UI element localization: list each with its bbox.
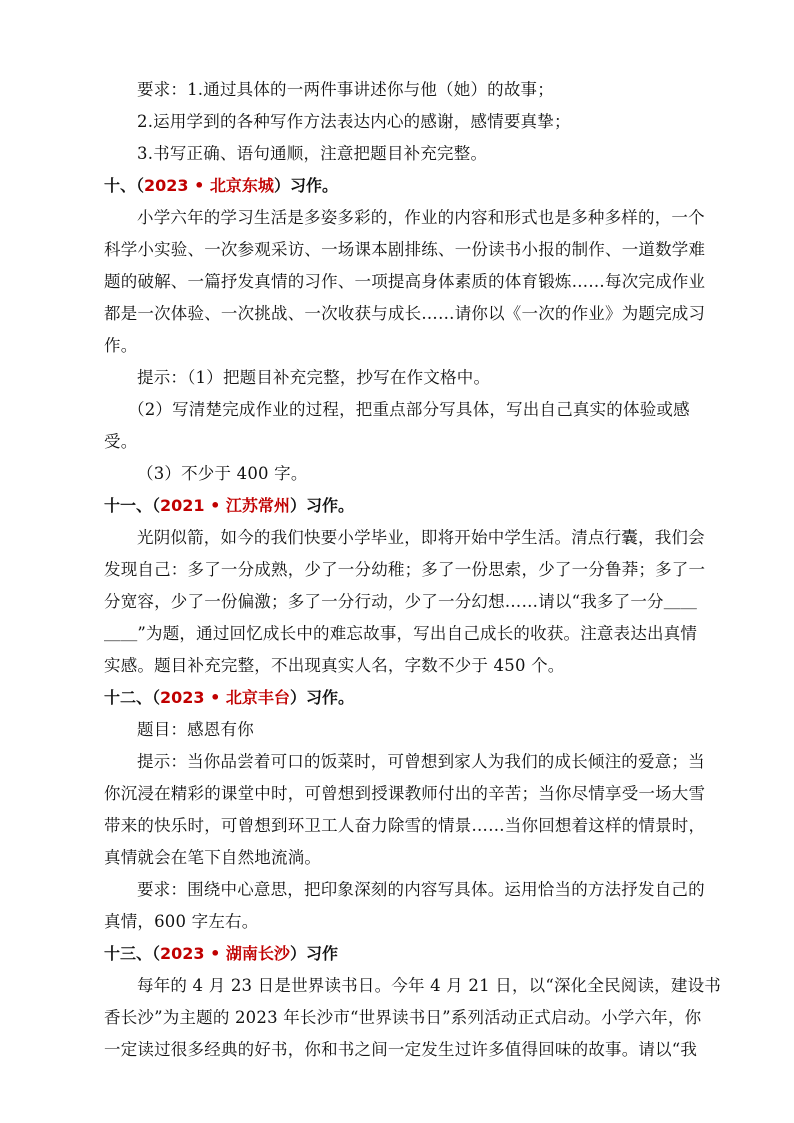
paragraph-line: 一定读过很多经典的好书，你和书之间一定发生过许多值得回味的故事。请以“我 (104, 1040, 698, 1059)
paragraph-line: 分宽容，少了一份偏激；多了一分行动，少了一分幻想……请以“我多了一分＿＿ (104, 592, 698, 611)
heading-label: ）习作。 (273, 176, 338, 195)
section-11-heading (104, 490, 684, 522)
section-13-heading (104, 938, 684, 970)
document-page (104, 74, 721, 1066)
paragraph-line: 每年的 4 月 23 日是世界读书日。今年 4 月 21 日，以“深化全民阅读，建设书 (137, 976, 721, 995)
heading-label: ）习作 (289, 944, 338, 963)
essay-title: 题目：感恩有你 (137, 720, 254, 739)
section-number: 十三、 (104, 944, 153, 963)
tip-3: （3）不少于 400 字。 (137, 464, 308, 483)
paragraph-line: 你沉浸在精彩的课堂中时，可曾想到授课教师付出的辛苦；当你尽情享受一场大雪 (104, 784, 706, 803)
source-open: （ (152, 688, 161, 707)
paragraph-line: 光阴似箭，如今的我们快要小学毕业，即将开始中学生活。清点行囊，我们会 (137, 528, 705, 547)
requirement-3: 3.书写正确、语句通顺，注意把题目补充完整。 (137, 144, 488, 163)
exam-source: 2021 • 江苏常州 (160, 496, 290, 515)
section-12-heading (104, 682, 684, 714)
paragraph-line: 发现自己：多了一分成熟，少了一分幼稚；多了一份思索，少了一分鲁莽；多了一 (104, 560, 706, 579)
section-number: 十二、 (104, 688, 153, 707)
exam-source: 2023 • 北京丰台 (160, 688, 290, 707)
exam-source: 2023 • 北京东城 (144, 176, 274, 195)
requirement-2: 2.运用学到的各种写作方法表达内心的感谢，感情要真挚； (137, 112, 571, 131)
section-number: 十一、 (104, 496, 153, 515)
requirement-line: 真情，600 字左右。 (104, 912, 259, 931)
paragraph-line: 作。 (104, 336, 138, 355)
exam-source: 2023 • 湖南长沙 (160, 944, 290, 963)
paragraph-line: 带来的快乐时，可曾想到环卫工人奋力除雪的情景……当你回想着这样的情景时， (104, 816, 706, 835)
paragraph-line: ＿＿”为题，通过回忆成长中的难忘故事，写出自己成长的收获。注意表达出真情 (104, 624, 698, 643)
paragraph-line: 真情就会在笔下自然地流淌。 (104, 848, 322, 867)
paragraph-line: 香长沙”为主题的 2023 年长沙市“世界读书日”系列活动正式启动。小学六年，你 (104, 1008, 702, 1027)
paragraph-line: 科学小实验、一次参观采访、一场课本剧排练、一份读书小报的制作、一道数学难 (104, 240, 706, 259)
requirement-1: 要求：1.通过具体的一两件事讲述你与他（她）的故事； (137, 80, 554, 99)
paragraph-line: 提示：当你品尝着可口的饭菜时，可曾想到家人为我们的成长倾注的爱意；当 (137, 752, 705, 771)
paragraph-line: 小学六年的学习生活是多姿多彩的，作业的内容和形式也是多种多样的，一个 (137, 208, 705, 227)
tip-2-cont: 受。 (104, 432, 138, 451)
paragraph-line: 实感。题目补充完整，不出现真实人名，字数不少于 450 个。 (104, 656, 565, 675)
section-10-heading (104, 170, 684, 202)
tip-1: 提示：（1）把题目补充完整，抄写在作文格中。 (137, 368, 491, 387)
source-open: （ (152, 944, 161, 963)
tip-2: （2）写清楚完成作业的过程，把重点部分写具体，写出自己真实的体验或感 (128, 400, 690, 419)
requirement-line: 要求：围绕中心意思，把印象深刻的内容写具体。运用恰当的方法抒发自己的 (137, 880, 705, 899)
paragraph-line: 都是一次体验、一次挑战、一次收获与成长……请你以《一次的作业》为题完成习 (104, 304, 706, 323)
paragraph-line: 题的破解、一篇抒发真情的习作、一项提高身体素质的体育锻炼……每次完成作业 (104, 272, 706, 291)
heading-label: ）习作。 (289, 496, 354, 515)
heading-label: ）习作。 (289, 688, 354, 707)
section-number: 十、 (104, 176, 137, 195)
source-open: （ (152, 496, 161, 515)
source-open: （ (136, 176, 145, 195)
